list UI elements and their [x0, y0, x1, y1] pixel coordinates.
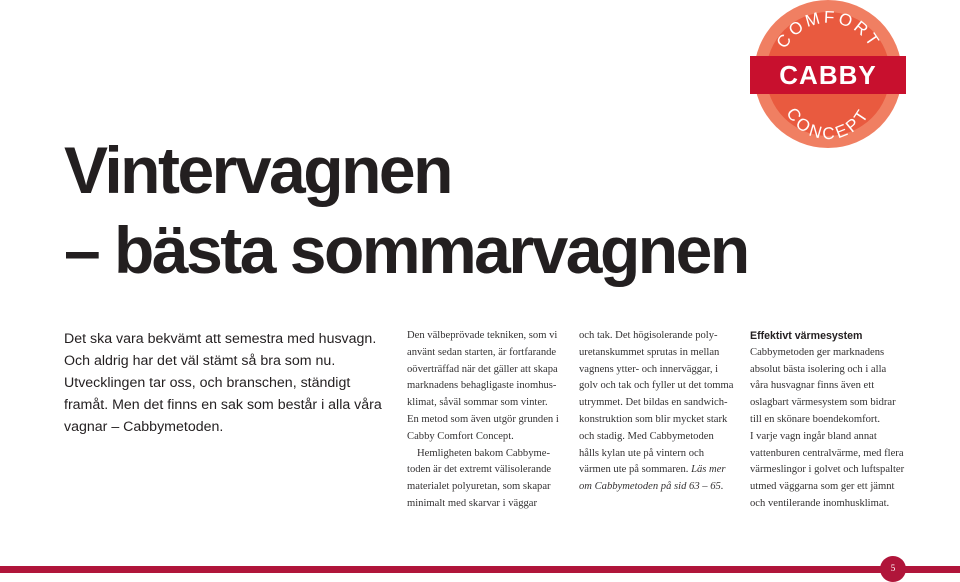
page-title-line-2: – bästa sommarvagnen	[64, 213, 748, 287]
text-line: utmed väggarna som ger ett jämnt	[750, 481, 895, 493]
text-line: och ventilerande inomhusklimat.	[750, 497, 890, 509]
text-line: vagnens ytter- och innerväggar, i	[579, 363, 719, 375]
text-segment: värmen ute på sommaren.	[579, 464, 689, 476]
body-column-3	[750, 328, 922, 513]
text-line: oslagbart värmesystem som bidrar	[750, 397, 896, 409]
text-line: använt sedan starten, är fortfarande	[407, 346, 557, 358]
body-column-1	[407, 328, 579, 513]
text-line: utrymmet. Det bildas en sandwich-	[579, 397, 728, 409]
page-reference: Läs mer	[691, 464, 726, 476]
text-line: och stadig. Med Cabbymetoden	[579, 430, 714, 442]
text-line: uretanskummet sprutas in mellan	[579, 346, 720, 358]
page-title-line-1: Vintervagnen	[64, 133, 451, 207]
text-line: minimalt med skarvar i väggar	[407, 497, 538, 509]
logo-top-text: COMFORT	[772, 7, 885, 52]
text-line: materialet polyuretan, som skapar	[407, 481, 551, 493]
section-heading: Effektivt värmesystem	[750, 330, 863, 342]
body-column-2	[579, 328, 751, 496]
text-line: vattenburen centralvärme, med flera	[750, 447, 904, 459]
text-line: hålls kylan ute på vintern och	[579, 447, 705, 459]
text-line: En metod som även utgör grunden i	[407, 413, 559, 425]
text-line: absolut bästa isolering och i alla	[750, 363, 887, 375]
text-line: Hemligheten bakom Cabbyme-	[417, 447, 550, 459]
text-line: Cabby Comfort Concept.	[407, 430, 514, 442]
text-line: och tak. Det högisolerande poly-	[579, 330, 718, 341]
text-line: till en skönare boendekomfort.	[750, 413, 881, 425]
text-line: konstruktion som blir mycket stark	[579, 413, 728, 425]
page-title	[64, 130, 748, 290]
intro-paragraph: Det ska vara bekvämt att semestra med husvagn. Och aldrig har det väl stämt så bra som nu. Utvecklingen tar oss, och branschen, ständigt framåt. Men det finns en sak som består i alla våra vagnar – Cabbymetoden.	[64, 331, 382, 435]
text-line: golv och tak och fyller ut det tomma	[579, 380, 734, 392]
page-reference-line: om Cabbymetoden på sid 63 – 65.	[579, 481, 724, 493]
text-line: marknadens behagligaste inomhus-	[407, 380, 557, 392]
text-line: våra husvagnar finns även ett	[750, 380, 875, 392]
page-number-badge	[880, 556, 906, 582]
text-line: klimat, såväl sommar som vinter.	[407, 397, 548, 409]
text-line: Cabbymetoden ger marknadens	[750, 346, 885, 358]
cabby-comfort-concept-logo	[748, 0, 908, 150]
page-number: 5	[890, 563, 896, 573]
text-line: I varje vagn ingår bland annat	[750, 430, 877, 442]
text-line	[579, 462, 751, 479]
text-line: toden är det extremt välisolerande	[407, 464, 552, 476]
text-line: Den välbeprövade tekniken, som vi	[407, 330, 558, 341]
footer-bar	[0, 566, 960, 573]
logo-brand-text: CABBY	[779, 60, 877, 90]
text-line: oöverträffad när det gäller att skapa	[407, 363, 558, 375]
logo-bottom-text: CONCEPT	[782, 104, 874, 144]
text-line: värmeslingor i golvet och luftspalter	[750, 464, 905, 476]
